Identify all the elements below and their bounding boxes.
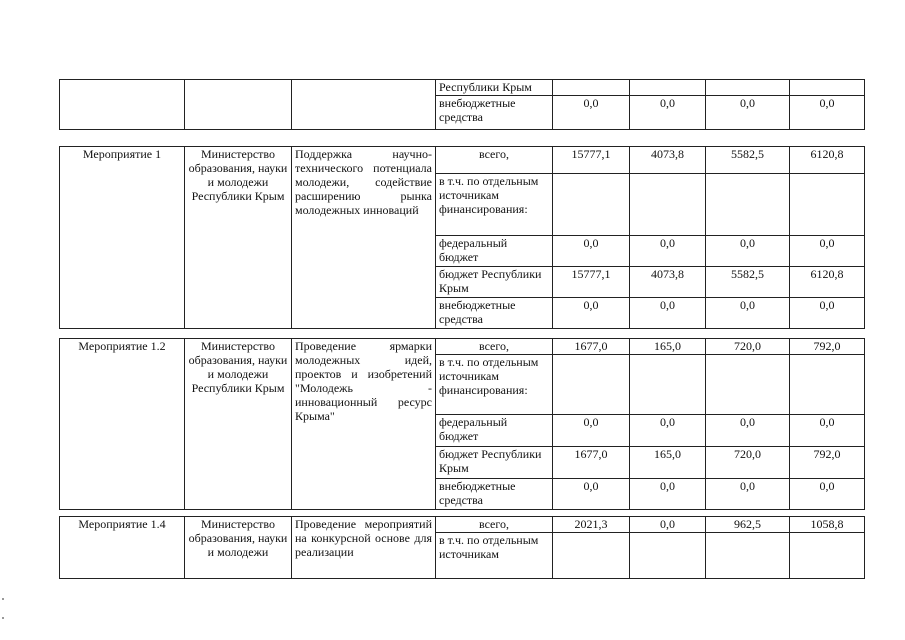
amount-cell: 0,0 [790, 298, 865, 329]
amount-cell [630, 80, 706, 96]
amount-cell: 0,0 [553, 96, 630, 130]
funding-table-event-1-2 [59, 338, 865, 510]
amount-cell: 0,0 [706, 96, 790, 130]
funding-table-continuation [59, 79, 865, 130]
amount-cell: 1058,8 [790, 517, 865, 533]
amount-cell [706, 355, 790, 415]
funding-source-label: в т.ч. по отдельным источникам [436, 533, 553, 579]
table-row [60, 80, 865, 96]
funding-source-label: всего, [436, 147, 553, 174]
event-name-cell: Мероприятие 1.4 [60, 517, 185, 579]
amount-cell [790, 533, 865, 579]
description-cell: Поддержка научно-технического потенциала молодежи, содействие расширению рынка молодежных инноваций [292, 147, 436, 329]
amount-cell: 2021,3 [553, 517, 630, 533]
scan-speck [2, 598, 4, 600]
funding-source-label: Республики Крым [436, 80, 553, 96]
amount-cell: 165,0 [630, 339, 706, 355]
funding-source-label: бюджет Республики Крым [436, 447, 553, 479]
funding-source-label: внебюджетные средства [436, 479, 553, 510]
amount-cell [706, 533, 790, 579]
amount-cell: 1677,0 [553, 339, 630, 355]
amount-cell: 0,0 [630, 415, 706, 447]
table-row [60, 339, 865, 355]
funding-source-label: внебюджетные средства [436, 96, 553, 130]
amount-cell [790, 80, 865, 96]
event-name-cell [60, 80, 185, 130]
amount-cell: 15777,1 [553, 267, 630, 298]
scan-speck [2, 617, 4, 619]
funding-source-label: федеральный бюджет [436, 236, 553, 267]
amount-cell: 1677,0 [553, 447, 630, 479]
amount-cell [790, 174, 865, 236]
amount-cell [553, 533, 630, 579]
executor-cell: Министерство образования, науки и молодежи [185, 517, 292, 579]
amount-cell: 6120,8 [790, 147, 865, 174]
funding-source-label: всего, [436, 339, 553, 355]
amount-cell [630, 174, 706, 236]
funding-table-event-1-4 [59, 516, 865, 579]
amount-cell: 962,5 [706, 517, 790, 533]
amount-cell: 0,0 [706, 236, 790, 267]
amount-cell: 0,0 [630, 479, 706, 510]
executor-cell: Министерство образования, науки и молодежи Республики Крым [185, 339, 292, 510]
amount-cell [706, 80, 790, 96]
amount-cell: 0,0 [790, 96, 865, 130]
description-cell [292, 80, 436, 130]
amount-cell [630, 355, 706, 415]
amount-cell: 720,0 [706, 339, 790, 355]
amount-cell: 0,0 [630, 298, 706, 329]
amount-cell: 0,0 [553, 236, 630, 267]
event-name-cell: Мероприятие 1.2 [60, 339, 185, 510]
amount-cell: 0,0 [553, 479, 630, 510]
description-cell: Проведение ярмарки молодежных идей, проектов и изобретений "Молодежь - инновационный ресурс Крыма" [292, 339, 436, 510]
amount-cell [553, 174, 630, 236]
amount-cell: 4073,8 [630, 267, 706, 298]
table-row [60, 517, 865, 533]
amount-cell: 165,0 [630, 447, 706, 479]
amount-cell [706, 174, 790, 236]
amount-cell [553, 80, 630, 96]
amount-cell: 0,0 [790, 236, 865, 267]
amount-cell: 792,0 [790, 339, 865, 355]
amount-cell: 0,0 [553, 298, 630, 329]
executor-cell [185, 80, 292, 130]
amount-cell [790, 355, 865, 415]
amount-cell: 0,0 [706, 479, 790, 510]
funding-source-label: всего, [436, 517, 553, 533]
funding-source-label: бюджет Республики Крым [436, 267, 553, 298]
funding-source-label: федеральный бюджет [436, 415, 553, 447]
amount-cell: 4073,8 [630, 147, 706, 174]
amount-cell: 0,0 [706, 298, 790, 329]
amount-cell: 0,0 [630, 96, 706, 130]
amount-cell: 720,0 [706, 447, 790, 479]
amount-cell: 792,0 [790, 447, 865, 479]
amount-cell [630, 533, 706, 579]
amount-cell: 0,0 [630, 236, 706, 267]
amount-cell: 0,0 [630, 517, 706, 533]
amount-cell: 0,0 [790, 479, 865, 510]
amount-cell: 6120,8 [790, 267, 865, 298]
funding-source-label: в т.ч. по отдельным источникам финансирования: [436, 355, 553, 415]
table-row [60, 147, 865, 174]
amount-cell: 15777,1 [553, 147, 630, 174]
funding-source-label: в т.ч. по отдельным источникам финансирования: [436, 174, 553, 236]
amount-cell: 0,0 [790, 415, 865, 447]
amount-cell: 5582,5 [706, 147, 790, 174]
event-name-cell: Мероприятие 1 [60, 147, 185, 329]
amount-cell: 0,0 [706, 415, 790, 447]
amount-cell [553, 355, 630, 415]
funding-source-label: внебюджетные средства [436, 298, 553, 329]
description-cell: Проведение мероприятий на конкурсной основе для реализации [292, 517, 436, 579]
funding-table-event-1 [59, 146, 865, 329]
amount-cell: 0,0 [553, 415, 630, 447]
amount-cell: 5582,5 [706, 267, 790, 298]
executor-cell: Министерство образования, науки и молодежи Республики Крым [185, 147, 292, 329]
